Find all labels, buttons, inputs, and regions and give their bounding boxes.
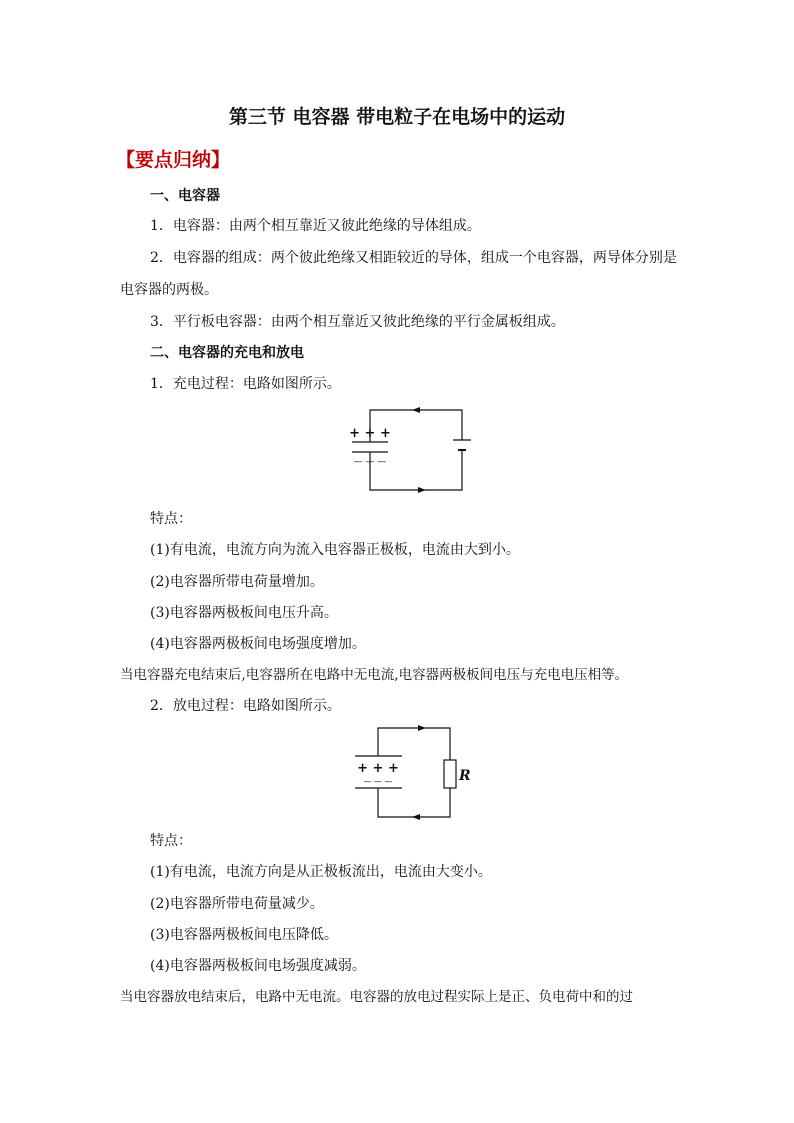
arrow-left-icon — [412, 814, 420, 820]
discharging-circuit-diagram — [340, 720, 480, 825]
discharge-feature-2: (2)电容器所带电荷量减少。 — [150, 896, 324, 912]
charge-feature-1: (1)有电流，电流方向为流入电容器正极板，电流由大到小。 — [150, 542, 520, 558]
charging-circuit-bottom-wire — [370, 450, 462, 490]
section-tag-key-points: 【要点归纳】 — [116, 149, 231, 171]
heading-charge-discharge: 二、电容器的充电和放电 — [150, 345, 304, 361]
discharge-intro: 2．放电过程：电路如图所示。 — [150, 698, 341, 714]
discharge-features-label: 特点： — [150, 833, 192, 849]
charge-end-text: 当电容器充电结束后,电容器所在电路中无电流,电容器两极板间电压与充电电压相等。 — [120, 667, 629, 683]
charge-feature-3: (3)电容器两极板间电压升高。 — [150, 605, 338, 621]
resistor-label: R — [459, 768, 471, 784]
paragraph-2-line-2: 电容器的两极。 — [120, 282, 218, 298]
discharging-circuit-bottom-wire — [378, 788, 450, 817]
capacitor-plus-signs: + + + — [349, 426, 391, 441]
arrow-right-icon — [418, 725, 426, 731]
discharge-end-text: 当电容器放电结束后，电路中无电流。电容器的放电过程实际上是正、负电荷中和的过 — [120, 989, 633, 1005]
resistor-symbol — [444, 760, 456, 788]
discharge-feature-1: (1)有电流，电流方向是从正极板流出，电流由大变小。 — [150, 864, 492, 880]
paragraph-3: 3．平行板电容器：由两个相互靠近又彼此绝缘的平行金属板组成。 — [150, 314, 565, 330]
arrow-right-icon — [418, 487, 426, 493]
heading-capacitor: 一、电容器 — [150, 188, 220, 204]
discharging-circuit-top-wire — [378, 728, 450, 760]
paragraph-2-line-1: 2．电容器的组成：两个彼此绝缘又相距较近的导体，组成一个电容器，两导体分别是 — [150, 250, 677, 266]
charging-circuit-diagram — [340, 400, 480, 500]
charge-features-label: 特点： — [150, 511, 192, 527]
discharge-feature-3: (3)电容器两极板间电压降低。 — [150, 927, 338, 943]
capacitor-minus-signs: — — — — [353, 457, 387, 467]
arrow-left-icon — [412, 407, 420, 413]
page-title: 第三节 电容器 带电粒子在电场中的运动 — [228, 106, 566, 128]
charge-feature-4: (4)电容器两极板间电场强度增加。 — [150, 636, 366, 652]
capacitor-plus-signs: + + + — [357, 761, 399, 776]
charge-intro: 1．充电过程：电路如图所示。 — [150, 376, 341, 392]
paragraph-1: 1．电容器：由两个相互靠近又彼此绝缘的导体组成。 — [150, 218, 481, 234]
charge-feature-2: (2)电容器所带电荷量增加。 — [150, 574, 324, 590]
capacitor-minus-signs: — — — — [363, 777, 393, 786]
discharge-feature-4: (4)电容器两极板间电场强度减弱。 — [150, 958, 366, 974]
